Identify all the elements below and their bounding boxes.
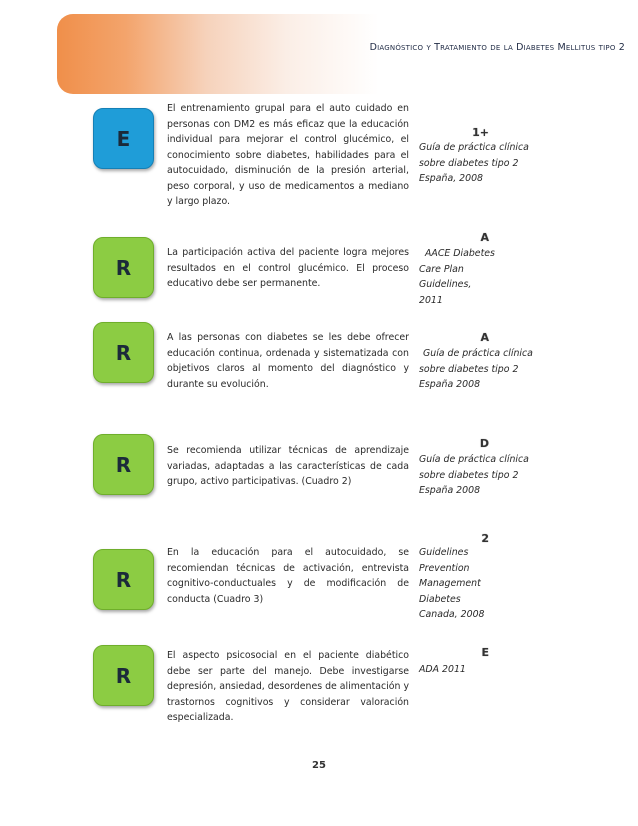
statement-text: El aspecto psicosocial en el paciente diabético debe ser parte del manejo. Debe investigarse depresión, ansiedad, desordenes de alimentación y trastornos cognitivos y considerar valoración especializada. [167, 650, 409, 723]
source-reference [419, 545, 539, 623]
source-reference [419, 452, 539, 499]
header-title: Diagnóstico y Tratamiento de la Diabetes Mellitus tipo 2 [369, 42, 625, 53]
recommendation-badge: R [93, 549, 154, 610]
source-reference [419, 246, 539, 308]
source-reference [419, 140, 539, 187]
source-line: sobre diabetes tipo 2 [419, 469, 519, 481]
evidence-level: A [480, 331, 489, 344]
page-number: 25 [312, 760, 326, 771]
source-line: Guía de práctica clínica [419, 454, 529, 465]
evidence-badge: E [93, 108, 154, 169]
source-line: ADA 2011 [419, 664, 466, 675]
evidence-level: E [481, 646, 489, 659]
source-line: 2011 [419, 294, 443, 306]
source-line: Guía de práctica clínica [419, 142, 529, 153]
source-line: España, 2008 [419, 173, 484, 184]
evidence-level: 1+ [472, 126, 489, 139]
source-line: sobre diabetes tipo 2 [419, 363, 519, 375]
source-line: Canada, 2008 [419, 609, 485, 620]
evidence-level: A [480, 231, 489, 244]
source-line: Guía de práctica clínica [423, 348, 533, 359]
source-line: España 2008 [419, 485, 481, 496]
source-line: Management [419, 578, 481, 589]
evidence-level: 2 [481, 532, 489, 545]
source-line: España 2008 [419, 379, 481, 390]
header-band [57, 14, 631, 94]
recommendation-badge: R [93, 322, 154, 383]
evidence-level: D [479, 437, 489, 450]
statement-text: El entrenamiento grupal para el auto cuidado en personas con DM2 es más eficaz que la educación individual para mejorar el control glucémico, el conocimiento sobre diabetes, habilidades para el autocuidado, disminución de la presión arterial, peso corporal, y uso de medicamentos a mediano y largo plazo. [167, 103, 409, 207]
source-line: Diabetes [419, 593, 461, 605]
statement-text: En la educación para el autocuidado, se recomiendan técnicas de activación, entrevista cognitivo-conductuales y de modificación de conducta (Cuadro 3) [167, 547, 409, 605]
source-line: Prevention [419, 562, 470, 574]
statement-text: La participación activa del paciente logra mejores resultados en el control glucémico. El proceso educativo debe ser permanente. [167, 247, 409, 289]
recommendation-badge: R [93, 237, 154, 298]
source-line: Guidelines [419, 547, 469, 558]
source-reference [419, 346, 539, 393]
recommendation-badge: R [93, 434, 154, 495]
statement-text: Se recomienda utilizar técnicas de aprendizaje variadas, adaptadas a las características de cada grupo, activo participativas. (Cuadro 2) [167, 445, 409, 487]
source-line: sobre diabetes tipo 2 [419, 157, 519, 169]
source-line: AACE Diabetes [425, 248, 495, 259]
source-line: Guidelines, [419, 279, 472, 290]
source-reference [419, 662, 539, 678]
statement-text: A las personas con diabetes se les debe ofrecer educación continua, ordenada y sistematizada con objetivos claros al momento del diagnóstico y durante su evolución. [167, 332, 409, 390]
recommendation-badge: R [93, 645, 154, 706]
source-line: Care Plan [419, 263, 464, 275]
